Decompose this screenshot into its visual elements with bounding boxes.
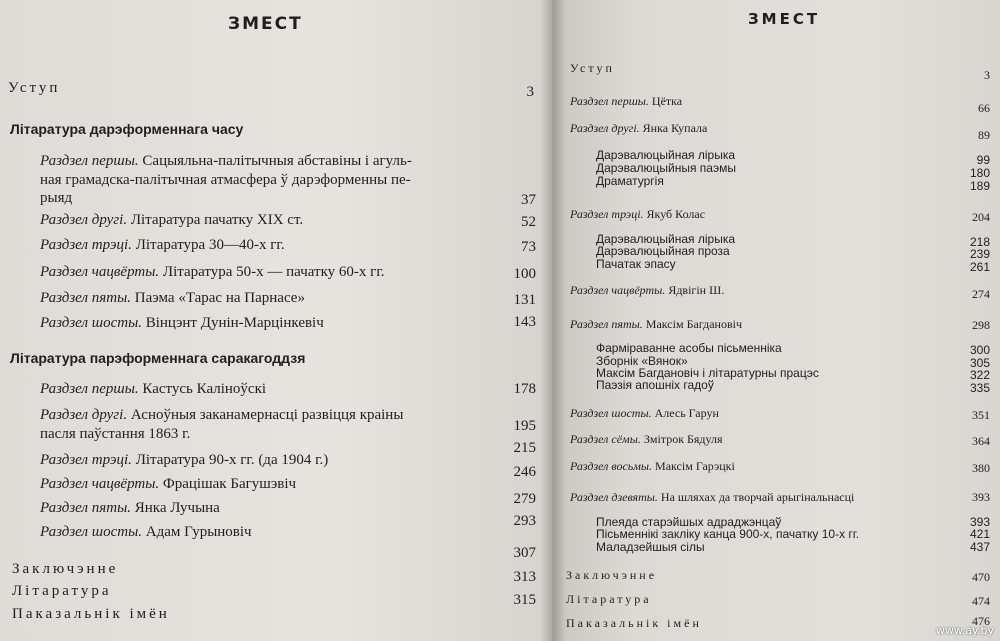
toc-entry (570, 490, 854, 505)
chapter-title: Якуб Колас (646, 207, 706, 221)
chapter-label: Раздзел пяты. (40, 290, 131, 306)
chapter-title: Янка Купала (642, 121, 708, 135)
subsection: Драматургія (596, 174, 664, 188)
chapter-label: Раздзел другі. (40, 212, 128, 228)
page-number: 315 (513, 592, 536, 608)
left-page-title: ЗМЕСТ (228, 14, 303, 34)
tail-entry-conclusion: Заключэнне (566, 568, 658, 582)
toc-entry (40, 381, 266, 398)
intro-entry: Уступ (8, 80, 61, 96)
page-number: 474 (972, 594, 990, 608)
tail-entry-literature: Літаратура (12, 583, 112, 599)
chapter-label: Раздзел дзевяты. (570, 490, 658, 504)
chapter-title-line: пасля паўстання 1863 г. (40, 426, 191, 442)
toc-entry (570, 283, 724, 298)
toc-entry (570, 432, 723, 447)
page-number: 246 (513, 464, 536, 480)
right-page-title: ЗМЕСТ (748, 10, 821, 28)
chapter-label: Раздзел чацвёрты. (570, 283, 666, 297)
tail-entry-conclusion: Заключэнне (12, 561, 119, 577)
chapter-label: Раздзел пяты. (40, 500, 131, 516)
chapter-title-line: Літаратура 50-х — пачатку 60-х гг. (162, 264, 385, 280)
subsection: Дарэвалюцыйная проза (596, 244, 730, 258)
subsection: Маладзейшыя сілы (596, 540, 705, 554)
page-number: 437 (969, 540, 990, 554)
page-number: 274 (972, 287, 990, 301)
page-number: 180 (969, 166, 990, 180)
chapter-title-line: Літаратура 30—40-х гг. (135, 237, 285, 253)
toc-entry (40, 407, 403, 424)
page-number: 195 (513, 418, 536, 434)
chapter-title-line: Паэма «Тарас на Парнасе» (134, 290, 305, 306)
page-number: 99 (976, 153, 990, 167)
chapter-label: Раздзел восьмы. (570, 459, 653, 473)
chapter-label: Раздзел першы. (40, 381, 139, 397)
chapter-label: Раздзел шосты. (40, 524, 142, 540)
page-number: 293 (513, 513, 536, 529)
chapter-label: Раздзел чацвёрты. (40, 476, 160, 492)
chapter-title-line: Адам Гурыновіч (145, 524, 252, 540)
page-number: 218 (969, 235, 990, 249)
subsection: Дарэвалюцыйная лірыка (596, 148, 736, 162)
toc-entry (570, 207, 705, 222)
chapter-label: Раздзел сёмы. (570, 432, 641, 446)
page-number: 52 (521, 214, 536, 230)
page-number: 131 (513, 292, 536, 308)
subsection: Дарэвалюцыйныя паэмы (596, 161, 736, 175)
toc-entry (40, 237, 285, 254)
toc-entry (40, 452, 328, 469)
page-number: 307 (513, 545, 536, 561)
toc-entry (40, 290, 305, 307)
chapter-title: Максім Багдановіч (645, 317, 742, 331)
page-number: 300 (969, 343, 990, 357)
chapter-label: Раздзел трэці. (570, 207, 644, 221)
chapter-label: Раздзел трэці. (40, 452, 132, 468)
right-page (552, 0, 1000, 641)
page-number: 322 (969, 368, 990, 382)
chapter-label: Раздзел шосты. (570, 406, 652, 420)
page-number: 239 (969, 247, 990, 261)
page-number: 261 (969, 260, 990, 274)
subsection: Пісьменнікі заклiку канца 900-х, пачатку 10-х гг. (596, 527, 860, 541)
tail-entry-index: Паказальнік імён (12, 606, 170, 622)
chapter-label: Раздзел пяты. (570, 317, 643, 331)
subsection: Дарэвалюцыйная лірыка (596, 232, 736, 246)
page-number: 3 (984, 68, 990, 82)
page-number: 393 (969, 515, 990, 529)
tail-entry-literature: Літаратура (566, 592, 652, 606)
chapter-title: Максім Гарэцкі (655, 459, 735, 473)
chapter-title-line: Асноўныя заканамернасці развіцця краіны (130, 407, 404, 423)
chapter-title-line: Вінцэнт Дунін-Марцінкевіч (145, 315, 324, 331)
page-number: 380 (972, 461, 990, 475)
chapter-title: Алесь Гарун (654, 406, 719, 420)
page-number: 421 (969, 527, 990, 541)
page-number: 37 (521, 192, 536, 208)
subsection: Пачатак эпасу (596, 257, 676, 271)
chapter-label: Раздзел першы. (40, 153, 139, 169)
page-number: 470 (972, 570, 990, 584)
part2-heading: Літаратура парэформеннага саракагоддзя (10, 350, 306, 366)
chapter-title-line: Янка Лучына (134, 500, 220, 516)
intro-page: 3 (526, 84, 534, 100)
tail-entry-index: Паказальнік імён (566, 616, 702, 630)
chapter-title: Змітрок Бядуля (643, 432, 723, 446)
page-number: 335 (969, 381, 990, 395)
intro-entry: Уступ (570, 61, 615, 75)
chapter-label: Раздзел першы. (570, 94, 649, 108)
toc-entry (40, 315, 324, 332)
toc-entry (40, 476, 296, 493)
chapter-label: Раздзел шосты. (40, 315, 142, 331)
subsection: Фарміраванне асобы пісьменніка (596, 341, 782, 355)
chapter-title: Ядвігін Ш. (668, 283, 725, 297)
page-number: 351 (972, 408, 990, 422)
toc-entry (40, 500, 220, 517)
chapter-label: Раздзел трэці. (40, 237, 132, 253)
toc-entry (40, 212, 303, 229)
page-number: 189 (969, 179, 990, 193)
page-number: 298 (972, 318, 990, 332)
toc-entry (40, 264, 385, 281)
toc-entry (570, 459, 735, 474)
subsection: Максім Багдановіч і літаратурны працэс (596, 366, 819, 380)
toc-entry (570, 317, 742, 332)
chapter-title: На шляхах да творчай арыгінальнасці (660, 490, 855, 504)
page-number: 100 (513, 266, 536, 282)
chapter-label: Раздзел чацвёрты. (40, 264, 160, 280)
page-number: 143 (513, 314, 536, 330)
chapter-title-line: Літаратура 90-х гг. (да 1904 г.) (135, 452, 329, 468)
subsection: Паэзія апошніх гадоў (596, 378, 714, 392)
chapter-label: Раздзел другі. (40, 407, 128, 423)
toc-entry (570, 406, 719, 421)
page-number: 66 (978, 101, 990, 115)
page-number: 178 (513, 381, 536, 397)
subsection: Плеяда старэйшых адраджэнцаў (596, 515, 782, 529)
chapter-title-line: Фрацішак Багушэвіч (162, 476, 297, 492)
page-number: 313 (513, 569, 536, 585)
watermark-stamp: www.ay.by (935, 624, 994, 637)
subsection: Зборнік «Вянок» (596, 354, 688, 368)
toc-entry (570, 94, 682, 109)
page-number: 364 (972, 434, 990, 448)
page-number: 73 (521, 239, 536, 255)
page-number: 89 (978, 128, 990, 142)
page-number: 476 (972, 614, 990, 628)
chapter-title-line: Сацыяльна-палітычныя абставіны і агуль- (142, 153, 412, 169)
page-number: 279 (513, 491, 536, 507)
toc-entry (570, 121, 707, 136)
chapter-title: Цётка (651, 94, 683, 108)
chapter-title-line: ная грамадска-палітычная атмасфера ў дарэформенны пе- (40, 172, 411, 188)
toc-entry (40, 153, 412, 170)
part1-heading: Літаратура дарэформеннага часу (10, 121, 244, 137)
chapter-title-line: Кастусь Каліноўскі (142, 381, 267, 397)
page-number: 393 (972, 490, 990, 504)
page-number: 305 (969, 356, 990, 370)
toc-entry (40, 524, 252, 541)
page-number: 215 (513, 440, 536, 456)
chapter-title-line: рыяд (40, 190, 73, 206)
chapter-label: Раздзел другі. (570, 121, 640, 135)
chapter-title-line: Літаратура пачатку XIX ст. (130, 212, 304, 228)
page-number: 204 (972, 210, 990, 224)
